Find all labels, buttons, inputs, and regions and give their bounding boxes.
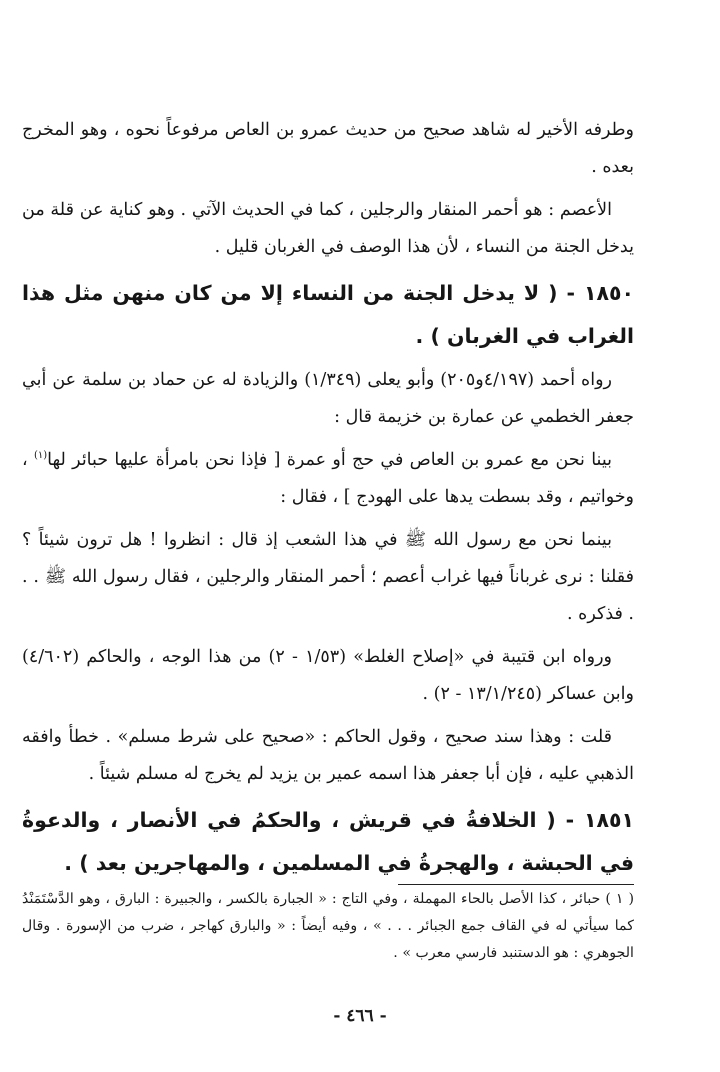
hadith-1850-number: ١٨٥٠ - [557, 281, 634, 305]
hadith-1851-text: ( الخلافةُ في قريش ، والحكمُ في الأنصار ، والدعوةُ في الحبشة ، والهجرةُ في المسلمين ، والمهاجرين بعد ) . [22, 808, 634, 875]
paragraph-4-part-b: ، وخواتيم ، وقد بسطت يدها على الهودج ] ، فقال : [22, 450, 634, 507]
hadith-1851-number: ١٨٥١ - [555, 808, 634, 832]
paragraph-4 [22, 442, 634, 516]
paragraph-1: وطرفه الأخير له شاهد صحيح من حديث عمرو بن العاص مرفوعاً نحوه ، وهو المخرج بعده . [22, 120, 634, 177]
footnote-marker: (١) [33, 450, 48, 462]
footnote-area [22, 886, 634, 967]
paragraph-5: بينما نحن مع رسول الله ﷺ في هذا الشعب إذ قال : انظروا ! هل ترون شيئاً ؟ فقلنا : نرى غرباناً فيها غراب أعصم ؛ أحمر المنقار والرجلين ، فقال رسول الله ﷺ . . . فذكره . [22, 530, 634, 624]
page-number: - ٤٦٦ - [333, 1006, 387, 1026]
hadith-1850-text: ( لا يدخل الجنة من النساء إلا من كان منهن مثل هذا الغراب في الغربان ) . [22, 281, 634, 348]
paragraph-2: الأعصم : هو أحمر المنقار والرجلين ، كما في الحديث الآتي . وهو كناية عن قلة من يدخل الجنة من النساء ، لأن هذا الوصف في الغربان قليل . [22, 200, 634, 257]
hadith-1850-heading [22, 272, 634, 358]
paragraph-6: ورواه ابن قتيبة في «إصلاح الغلط» (١/٥٣ - ٢) من هذا الوجه ، والحاكم (٤/٦٠٢) وابن عساكر (١٣/١/٢٤٥ - ٢) . [22, 647, 634, 704]
paragraph-3: رواه أحمد (٤/١٩٧و٢٠٥) وأبو يعلى (١/٣٤٩) والزيادة له عن حماد بن سلمة عن أبي جعفر الخطمي عن عمارة بن خزيمة قال : [22, 370, 634, 427]
paragraph-7: قلت : وهذا سند صحيح ، وقول الحاكم : «صحيح على شرط مسلم» . خطأ وافقه الذهبي عليه ، فإن أبا جعفر هذا اسمه عمير بن يزيد لم يخرج له مسلم شيئاً . [22, 727, 634, 784]
paragraph-4-part-a: بينا نحن مع عمرو بن العاص في حج أو عمرة [ فإذا نحن بامرأة عليها حبائر لها [47, 450, 612, 470]
footnote-divider [398, 884, 634, 885]
footnote-1: ( ١ ) حبائر ، كذا الأصل بالحاء المهملة ، وفي التاج : « الجبارة بالكسر ، والجبيرة : البارق ، وهو الدَّسْتَمَنْدُ كما سيأتي له في القاف جمع الجبائر . . . » ، وفيه أيضاً : « والبارق كهاجر ، ضرب من الإسورة . وقال الجوهري : هو الدستنبد فارسي معرب » . [22, 891, 635, 961]
hadith-1851-heading [22, 799, 634, 885]
page-body [22, 112, 634, 889]
